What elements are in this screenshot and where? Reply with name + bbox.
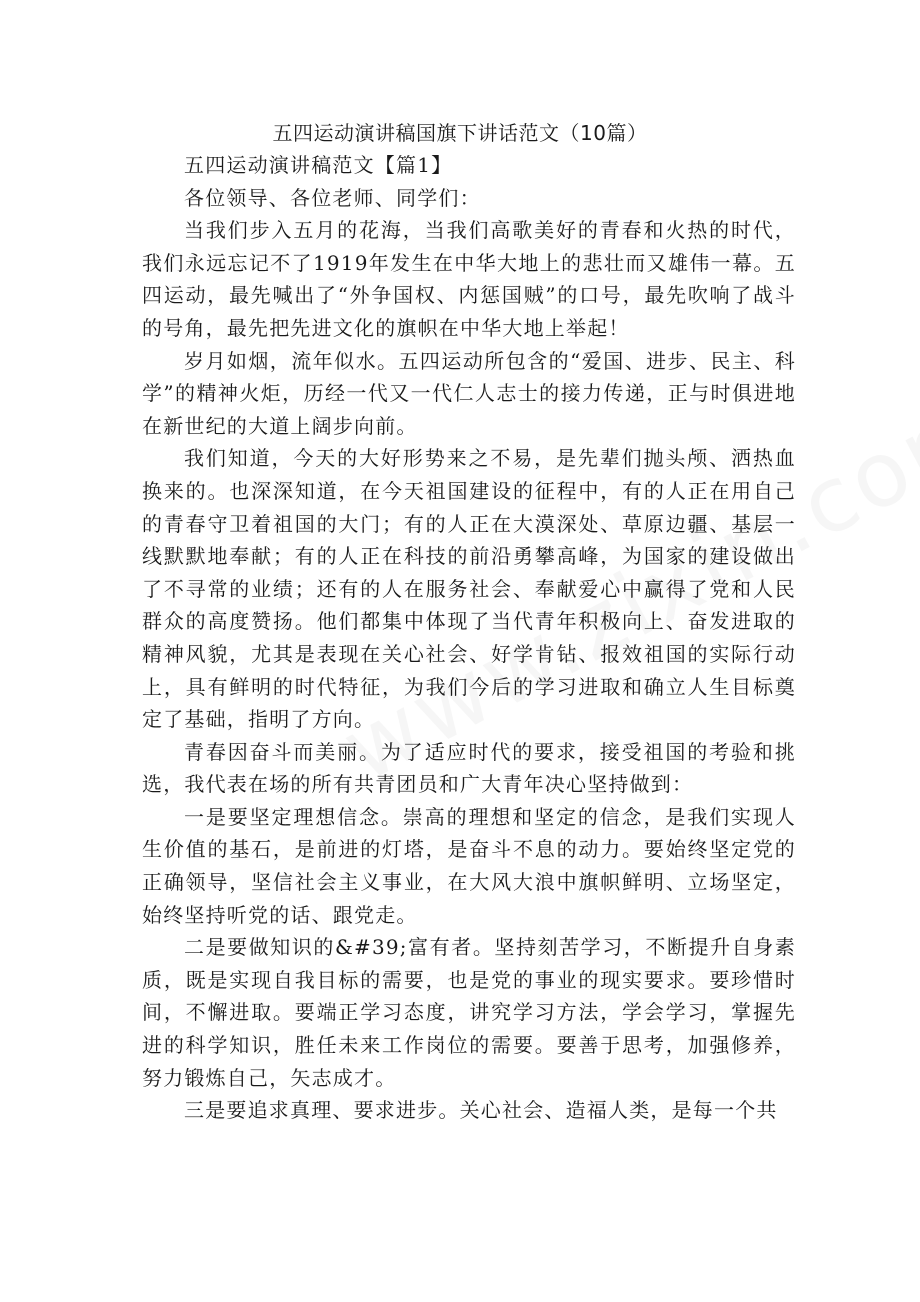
paragraph: 岁月如烟，流年似水。五四运动所包含的“爱国、进步、民主、科学”的精神火炬，历经一代又一代仁人志士的接力传递，正与时俱进地在新世纪的大道上阔步向前。 bbox=[142, 348, 796, 438]
paragraph: 当我们步入五月的花海，当我们高歌美好的青春和火热的时代，我们永远忘记不了1919年发生在中华大地上的悲壮而又雄伟一幕。五四运动，最先喊出了“外争国权、内惩国贼”的口号，最先吹响了战斗的号角，最先把先进文化的旗帜在中华大地上举起！ bbox=[142, 218, 796, 340]
section-heading: 五四运动演讲稿范文【篇1】 bbox=[184, 153, 453, 177]
paragraph: 我们知道，今天的大好形势来之不易，是先辈们抛头颅、洒热血换来的。也深深知道，在今天祖国建设的征程中，有的人正在用自己的青春守卫着祖国的大门；有的人正在大漠深处、草原边疆、基层一线默默地奉献；有的人正在科技的前沿勇攀高峰，为国家的建设做出了不寻常的业绩；还有的人在服务社会、奉献爱心中赢得了党和人民群众的高度赞扬。他们都集中体现了当代青年积极向上、奋发进取的精神风貌，尤其是表现在关心社会、好学肯钻、报效祖国的实际行动上，具有鲜明的时代特征，为我们今后的学习进取和确立人生目标奠定了基础，指明了方向。 bbox=[142, 446, 796, 732]
paragraph: 三是要追求真理、要求进步。关心社会、造福人类，是每一个共 bbox=[184, 1098, 778, 1123]
paragraph: 二是要做知识的&#39;富有者。坚持刻苦学习，不断提升自身素质，既是实现自我目标的需要，也是党的事业的现实要求。要珍惜时间，不懈进取。要端正学习态度，讲究学习方法，学会学习，掌握先进的科学知识，胜任未来工作岗位的需要。要善于思考，加强修养，努力锻炼自己，矢志成才。 bbox=[142, 935, 796, 1090]
paragraph: 一是要坚定理想信念。崇高的理想和坚定的信念，是我们实现人生价值的基石，是前进的灯塔，是奋斗不息的动力。要始终坚定党的正确领导，坚信社会主义事业，在大风大浪中旗帜鲜明、立场坚定，始终坚持听党的话、跟党走。 bbox=[142, 804, 796, 927]
salutation: 各位领导、各位老师、同学们： bbox=[184, 185, 481, 210]
document-title: 五四运动演讲稿国旗下讲话范文（10篇） bbox=[272, 121, 648, 145]
paragraph: 青春因奋斗而美丽。为了适应时代的要求，接受祖国的考验和挑选，我代表在场的所有共青团员和广大青年决心坚持做到： bbox=[142, 739, 796, 797]
document-body bbox=[142, 149, 796, 1127]
